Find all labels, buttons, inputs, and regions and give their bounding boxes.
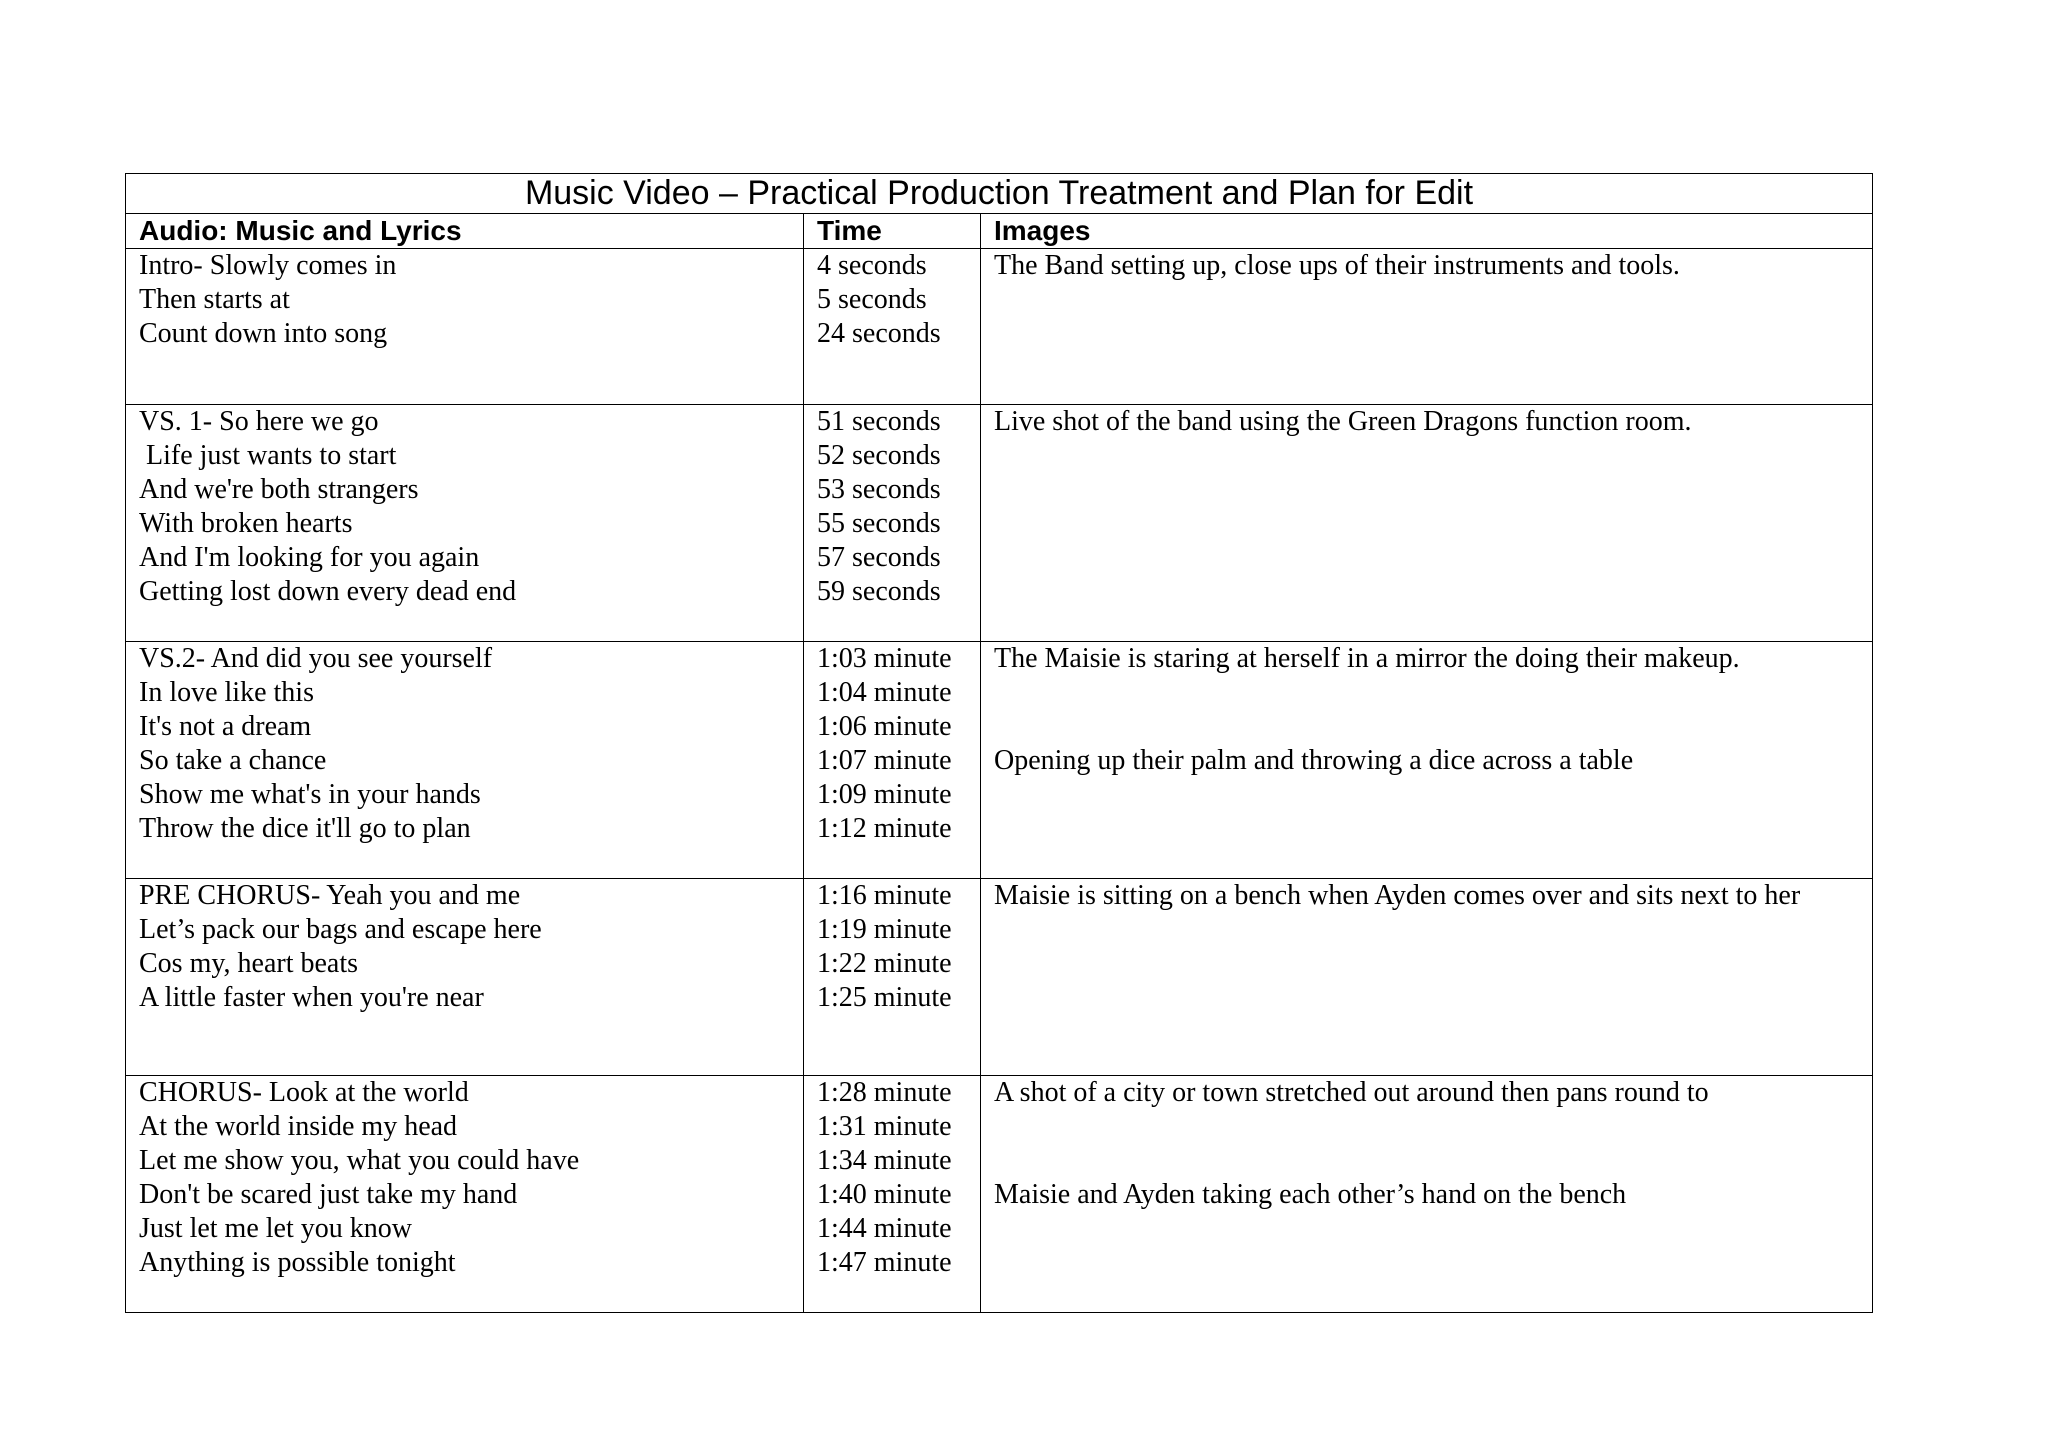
images-cell bbox=[981, 642, 1873, 879]
time-line: 57 seconds bbox=[817, 542, 941, 573]
header-images: Images bbox=[981, 214, 1873, 249]
images-line bbox=[994, 1144, 1859, 1178]
time-cell bbox=[804, 249, 981, 405]
time-line: 1:31 minute bbox=[817, 1111, 952, 1142]
time-line: 55 seconds bbox=[817, 508, 941, 539]
time-line: 1:40 minute bbox=[817, 1179, 952, 1210]
images-line: Maisie is sitting on a bench when Ayden comes over and sits next to her bbox=[994, 880, 1801, 911]
title-row bbox=[126, 174, 1873, 214]
table-row bbox=[126, 1076, 1873, 1313]
audio-line: CHORUS- Look at the world bbox=[139, 1077, 469, 1108]
time-line: 59 seconds bbox=[817, 576, 941, 607]
table-row bbox=[126, 405, 1873, 642]
audio-cell bbox=[126, 249, 804, 405]
audio-line: Show me what's in your hands bbox=[139, 779, 481, 810]
time-line: 1:44 minute bbox=[817, 1213, 952, 1244]
time-line: 1:06 minute bbox=[817, 711, 952, 742]
audio-line: And we're both strangers bbox=[139, 474, 419, 505]
audio-line: A little faster when you're near bbox=[139, 982, 484, 1013]
images-cell bbox=[981, 879, 1873, 1076]
images-line: Opening up their palm and throwing a dice across a table bbox=[994, 745, 1634, 776]
production-plan-table bbox=[125, 173, 1873, 1313]
time-line: 1:07 minute bbox=[817, 745, 952, 776]
audio-line: So take a chance bbox=[139, 745, 327, 776]
audio-line: Let me show you, what you could have bbox=[139, 1145, 580, 1176]
images-cell bbox=[981, 249, 1873, 405]
audio-line: Intro- Slowly comes in bbox=[139, 250, 397, 281]
audio-line: It's not a dream bbox=[139, 711, 312, 742]
header-time: Time bbox=[804, 214, 981, 249]
time-cell bbox=[804, 405, 981, 642]
time-cell bbox=[804, 1076, 981, 1313]
time-line: 4 seconds bbox=[817, 250, 927, 281]
time-line: 1:03 minute bbox=[817, 643, 952, 674]
audio-line: VS.2- And did you see yourself bbox=[139, 643, 493, 674]
images-cell bbox=[981, 405, 1873, 642]
time-line: 1:25 minute bbox=[817, 982, 952, 1013]
audio-line: VS. 1- So here we go bbox=[139, 406, 379, 437]
time-line: 1:12 minute bbox=[817, 813, 952, 844]
audio-cell bbox=[126, 1076, 804, 1313]
time-line: 1:16 minute bbox=[817, 880, 952, 911]
audio-line: At the world inside my head bbox=[139, 1111, 458, 1142]
images-line: The Maisie is staring at herself in a mirror the doing their makeup. bbox=[994, 643, 1740, 674]
audio-cell bbox=[126, 879, 804, 1076]
table-row bbox=[126, 879, 1873, 1076]
audio-line: Count down into song bbox=[139, 318, 388, 349]
time-line: 24 seconds bbox=[817, 318, 941, 349]
table-title: Music Video – Practical Production Treatment and Plan for Edit bbox=[126, 174, 1873, 214]
header-row bbox=[126, 214, 1873, 249]
time-line: 1:34 minute bbox=[817, 1145, 952, 1176]
audio-line: Then starts at bbox=[139, 284, 290, 315]
time-cell bbox=[804, 879, 981, 1076]
time-line: 1:04 minute bbox=[817, 677, 952, 708]
time-cell bbox=[804, 642, 981, 879]
audio-line: Let’s pack our bags and escape here bbox=[139, 914, 542, 945]
table-row bbox=[126, 249, 1873, 405]
audio-line: Life just wants to start bbox=[139, 440, 397, 471]
images-line bbox=[994, 676, 1859, 710]
time-line: 1:09 minute bbox=[817, 779, 952, 810]
time-line: 52 seconds bbox=[817, 440, 941, 471]
audio-line: Cos my, heart beats bbox=[139, 948, 359, 979]
time-line: 1:19 minute bbox=[817, 914, 952, 945]
audio-line: Just let me let you know bbox=[139, 1213, 412, 1244]
time-line: 1:28 minute bbox=[817, 1077, 952, 1108]
images-line bbox=[994, 1110, 1859, 1144]
time-line: 5 seconds bbox=[817, 284, 927, 315]
time-line: 53 seconds bbox=[817, 474, 941, 505]
time-line: 1:22 minute bbox=[817, 948, 952, 979]
time-line: 51 seconds bbox=[817, 406, 941, 437]
audio-line: Anything is possible tonight bbox=[139, 1247, 456, 1278]
audio-line: And I'm looking for you again bbox=[139, 542, 480, 573]
audio-line: Throw the dice it'll go to plan bbox=[139, 813, 471, 844]
images-line: Live shot of the band using the Green Dragons function room. bbox=[994, 406, 1692, 437]
audio-line: With broken hearts bbox=[139, 508, 353, 539]
images-line: A shot of a city or town stretched out around then pans round to bbox=[994, 1077, 1709, 1108]
images-cell bbox=[981, 1076, 1873, 1313]
audio-cell bbox=[126, 642, 804, 879]
images-line: The Band setting up, close ups of their instruments and tools. bbox=[994, 250, 1680, 281]
audio-line: Don't be scared just take my hand bbox=[139, 1179, 518, 1210]
audio-line: Getting lost down every dead end bbox=[139, 576, 517, 607]
images-line bbox=[994, 710, 1859, 744]
time-line: 1:47 minute bbox=[817, 1247, 952, 1278]
images-line: Maisie and Ayden taking each other’s hand on the bench bbox=[994, 1179, 1627, 1210]
table-row bbox=[126, 642, 1873, 879]
audio-cell bbox=[126, 405, 804, 642]
audio-line: In love like this bbox=[139, 677, 314, 708]
audio-line: PRE CHORUS- Yeah you and me bbox=[139, 880, 521, 911]
header-audio: Audio: Music and Lyrics bbox=[126, 214, 804, 249]
